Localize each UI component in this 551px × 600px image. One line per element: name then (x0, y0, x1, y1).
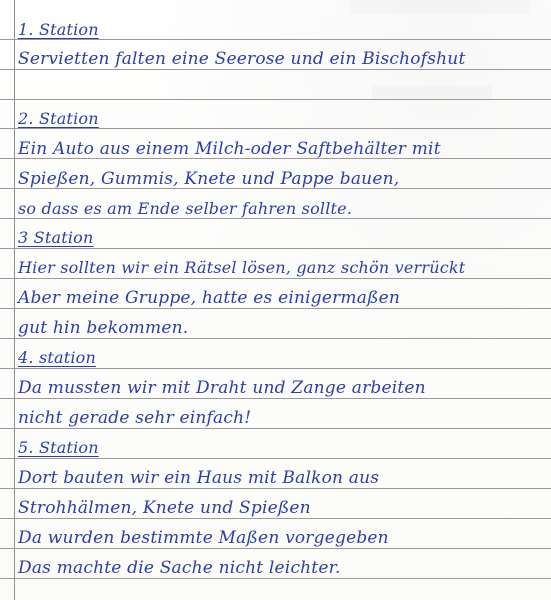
ruled-line (0, 578, 551, 579)
ruled-line (0, 69, 551, 70)
ruled-line (0, 458, 551, 459)
ruled-line (0, 518, 551, 519)
ruled-line (0, 368, 551, 369)
station-2-heading: 2. Station (18, 109, 99, 128)
station-1-heading: 1. Station (18, 20, 99, 39)
station-5-line-1: Dort bauten wir ein Haus mit Balkon aus (18, 468, 380, 488)
station-2-line-2: Spießen, Gummis, Knete und Pappe bauen, (18, 169, 400, 189)
ruled-line (0, 308, 551, 309)
ruled-line (0, 398, 551, 399)
ruled-line (0, 338, 551, 339)
station-5-heading: 5. Station (18, 438, 99, 457)
station-3-line-3: gut hin bekommen. (18, 318, 189, 338)
station-4-line-2: nicht gerade sehr einfach! (18, 408, 252, 428)
ruled-line (0, 428, 551, 429)
station-5-line-4: Das machte die Sache nicht leichter. (18, 558, 341, 578)
ruled-line (0, 548, 551, 549)
station-3-heading: 3 Station (18, 228, 94, 247)
ruled-line (0, 278, 551, 279)
station-4-heading: 4. station (18, 348, 97, 367)
ruled-line (0, 488, 551, 489)
margin-line (14, 0, 15, 600)
station-2-line-3: so dass es am Ende selber fahren sollte. (18, 199, 353, 218)
station-5-line-2: Strohhälmen, Knete und Spießen (18, 498, 311, 518)
station-1-line-1: Servietten falten eine Seerose und ein Bischofshut (18, 49, 466, 69)
station-4-line-1: Da mussten wir mit Draht und Zange arbeiten (18, 378, 426, 398)
bleed-through-mark (372, 86, 492, 98)
ruled-line (0, 99, 551, 100)
station-3-line-1: Hier sollten wir ein Rätsel lösen, ganz schön verrückt (18, 258, 466, 277)
station-5-line-3: Da wurden bestimmte Maßen vorgegeben (18, 528, 389, 548)
bleed-through-mark (350, 0, 530, 14)
station-3-line-2: Aber meine Gruppe, hatte es einigermaßen (18, 288, 401, 308)
station-2-line-1: Ein Auto aus einem Milch-oder Saftbehälter mit (18, 139, 441, 159)
ruled-line (0, 248, 551, 249)
